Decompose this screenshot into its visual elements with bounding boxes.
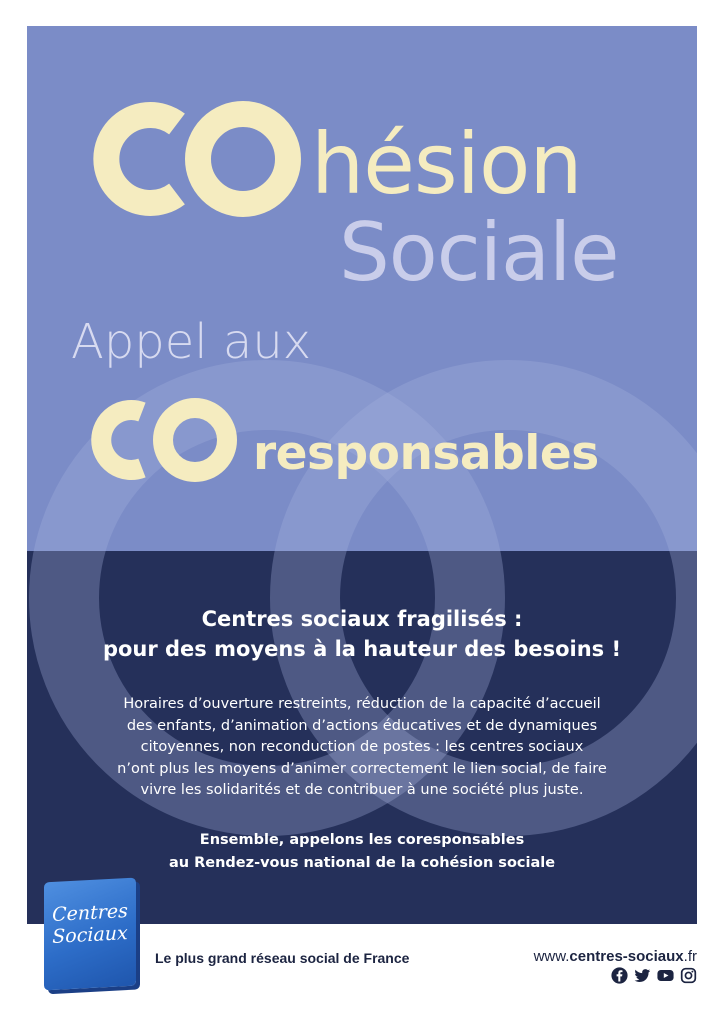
logo-line-1: Centres	[52, 900, 128, 926]
call-to-action	[27, 829, 697, 875]
facebook-icon[interactable]	[611, 967, 628, 984]
social-links	[611, 967, 697, 984]
body-paragraph	[49, 694, 675, 802]
youtube-icon[interactable]	[657, 967, 674, 984]
poster	[27, 26, 697, 924]
tagline: Le plus grand réseau social de France	[155, 950, 410, 966]
call-line-1: Ensemble, appelons les coresponsables	[199, 832, 525, 848]
body-line: n’ont plus les moyens d’animer correctement le lien social, de faire	[117, 760, 607, 777]
logo-line-2: Sociaux	[52, 922, 128, 948]
title-appel-aux: Appel aux	[71, 314, 312, 370]
website-prefix: www.	[533, 948, 570, 965]
headline-line-1: Centres sociaux fragilisés :	[201, 607, 523, 631]
body-line: vivre les solidarités et de contribuer à une société plus juste.	[140, 782, 584, 799]
instagram-icon[interactable]	[680, 967, 697, 984]
body-line: des enfants, d’animation d’actions éducatives et de dynamiques	[126, 717, 598, 734]
website-suffix: .fr	[683, 948, 697, 965]
title-sociale: Sociale	[339, 206, 619, 299]
title-responsables: responsables	[253, 426, 599, 481]
co-logo-mark-small	[65, 394, 243, 486]
website-domain: centres-sociaux	[569, 948, 684, 965]
headline-line-2: pour des moyens à la hauteur des besoins !	[102, 637, 622, 661]
body-line: citoyennes, non reconduction de postes : les centres sociaux	[140, 739, 584, 756]
twitter-icon[interactable]	[634, 967, 651, 984]
body-line: Horaires d’ouverture restreints, réduction de la capacité d’accueil	[123, 696, 601, 712]
website-link[interactable]	[534, 948, 697, 965]
headline	[27, 604, 697, 664]
co-logo-mark-large	[65, 96, 315, 222]
call-line-2: au Rendez-vous national de la cohésion sociale	[168, 855, 556, 871]
title-cohesion: hésion	[311, 115, 582, 213]
logo-text	[44, 900, 136, 949]
centres-sociaux-logo[interactable]	[44, 878, 136, 991]
